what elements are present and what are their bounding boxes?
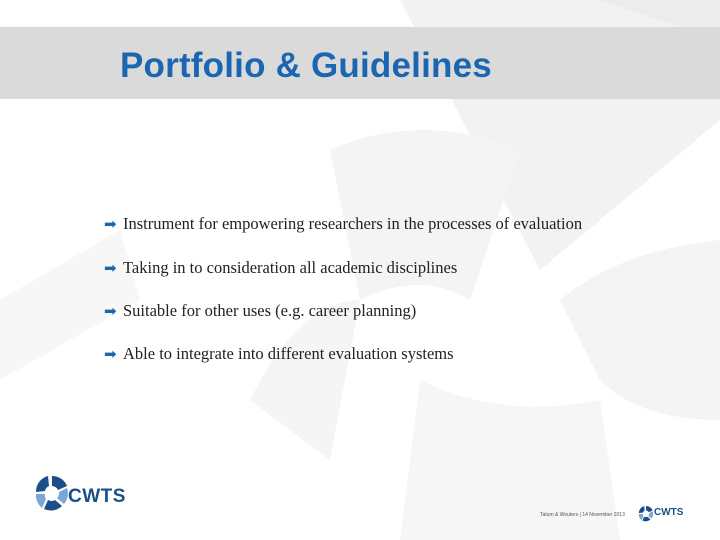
cwts-logo xyxy=(34,472,134,516)
slide-title: Portfolio & Guidelines xyxy=(120,46,492,85)
bullet-item xyxy=(104,214,624,234)
bullet-item xyxy=(104,344,624,364)
bullet-item xyxy=(104,258,624,278)
cwts-emblem-small-icon xyxy=(638,505,654,523)
bullet-text: Instrument for empowering researchers in the processes of evaluation xyxy=(123,214,583,233)
bullet-list xyxy=(104,214,624,364)
arrow-right-icon: ➡ xyxy=(104,345,117,363)
arrow-right-icon: ➡ xyxy=(104,215,117,233)
bullet-text: Able to integrate into different evaluation systems xyxy=(123,344,454,363)
arrow-right-icon: ➡ xyxy=(104,302,117,320)
bullet-text: Suitable for other uses (e.g. career planning) xyxy=(123,301,417,320)
bullet-item xyxy=(104,301,624,321)
arrow-right-icon: ➡ xyxy=(104,259,117,277)
footer-logo-text: CWTS xyxy=(654,507,684,518)
cwts-emblem-icon xyxy=(34,474,70,514)
bullet-text: Taking in to consideration all academic disciplines xyxy=(123,258,458,277)
footer-text: Tatum & Wouters | 14 November 2013 xyxy=(540,512,625,518)
logo-text: CWTS xyxy=(68,486,126,507)
footer-logo xyxy=(638,502,688,526)
